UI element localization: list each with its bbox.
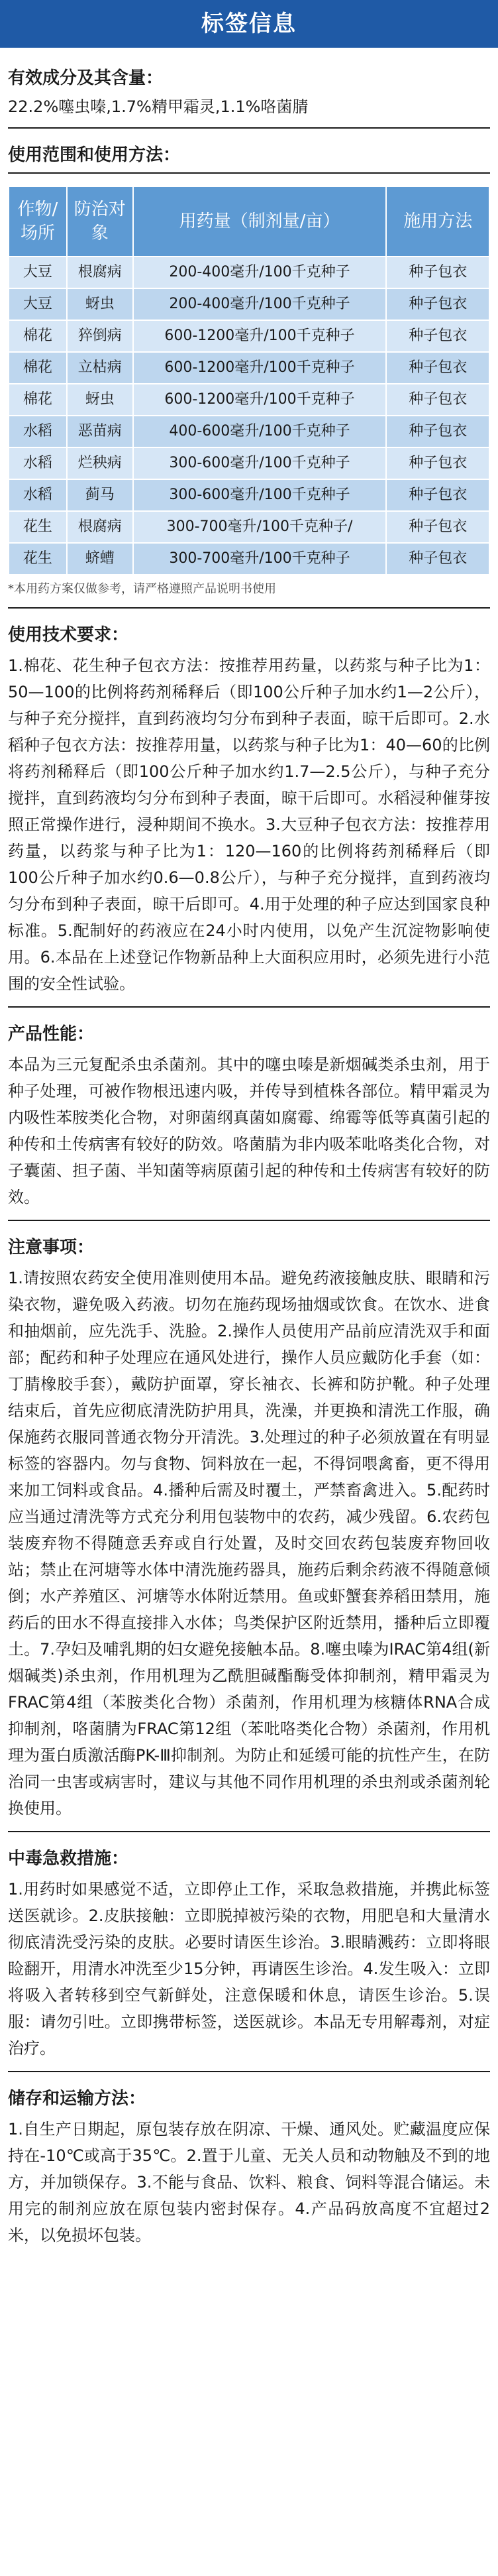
crop-cell: 水稻 xyxy=(9,416,67,447)
section-divider xyxy=(8,1220,490,1221)
tech-heading: 使用技术要求： xyxy=(8,625,129,645)
crop-cell: 花生 xyxy=(9,543,67,575)
precautions-heading: 注意事项： xyxy=(8,1238,95,1258)
target-cell: 蚜虫 xyxy=(67,384,133,416)
section-divider xyxy=(8,1831,490,1832)
section-divider xyxy=(8,172,490,174)
column-header-method: 施用方法 xyxy=(386,186,489,257)
target-cell: 根腐病 xyxy=(67,511,133,543)
firstaid-text: 1.用药时如果感觉不适，立即停止工作，采取急救措施，并携此标签送医就诊。2.皮肤接触：立即脱掉被污染的衣物，用肥皂和大量清水彻底清洗受污染的皮肤。必要时请医生诊治。3.眼睛溅药：立即将眼睑翻开，用清水冲洗至少15分钟，再请医生诊治。4.发生吸入：立即将吸入者转移到空气新鲜处，注意保暖和休息，请医生诊治。5.误服：请勿引吐。立即携带标签，送医就诊。本品无专用解毒剂，对症治疗。 xyxy=(8,1880,490,2058)
dosage-cell: 400-600毫升/100千克种子 xyxy=(133,416,387,447)
column-header-target: 防治对象 xyxy=(67,186,133,257)
crop-cell: 棉花 xyxy=(9,320,67,352)
target-cell: 蛴螬 xyxy=(67,543,133,575)
target-cell: 猝倒病 xyxy=(67,320,133,352)
dosage-cell: 600-1200毫升/100千克种子 xyxy=(133,384,387,416)
dosage-cell: 200-400毫升/100千克种子 xyxy=(133,257,387,288)
dosage-cell: 300-700毫升/100千克种子/ xyxy=(133,511,387,543)
section-divider xyxy=(8,1006,490,1008)
page-title: 标签信息 xyxy=(201,11,297,37)
dosage-cell: 300-600毫升/100千克种子 xyxy=(133,479,387,511)
performance-heading: 产品性能： xyxy=(8,1024,95,1044)
table-row xyxy=(9,257,489,288)
table-row xyxy=(9,384,489,416)
usage-note: *本用药方案仅做参考，请严格遵照产品说明书使用 xyxy=(8,582,276,596)
crop-cell: 棉花 xyxy=(9,384,67,416)
table-row xyxy=(9,320,489,352)
table-row xyxy=(9,416,489,447)
method-cell: 种子包衣 xyxy=(386,447,489,479)
ingredients-text: 22.2%噻虫嗪,1.7%精甲霜灵,1.1%咯菌腈 xyxy=(8,97,309,116)
column-header-crop: 作物/场所 xyxy=(9,186,67,257)
column-header-dosage: 用药量（制剂量/亩） xyxy=(133,186,387,257)
target-cell: 根腐病 xyxy=(67,257,133,288)
header-bar xyxy=(0,0,498,48)
storage-heading: 储存和运输方法： xyxy=(8,2089,146,2109)
method-cell: 种子包衣 xyxy=(386,543,489,575)
firstaid-heading: 中毒急救措施： xyxy=(8,1849,129,1869)
usage-table-header xyxy=(9,186,489,257)
crop-cell: 水稻 xyxy=(9,447,67,479)
target-cell: 蚜虫 xyxy=(67,288,133,320)
target-cell: 烂秧病 xyxy=(67,447,133,479)
method-cell: 种子包衣 xyxy=(386,257,489,288)
method-cell: 种子包衣 xyxy=(386,416,489,447)
target-cell: 蓟马 xyxy=(67,479,133,511)
crop-cell: 棉花 xyxy=(9,352,67,384)
storage-text: 1.自生产日期起，原包装存放在阴凉、干燥、通风处。贮藏温度应保持在-10℃或高于35℃。2.置于儿童、无关人员和动物触及不到的地方，并加锁保存。3.不能与食品、饮料、粮食、饲料等混合储运。未用完的制剂应放在原包装内密封保存。4.产品码放高度不宜超过2米，以免损坏包装。 xyxy=(8,2120,490,2245)
usage-heading: 使用范围和使用方法： xyxy=(8,145,181,165)
dosage-cell: 300-700毫升/100千克种子 xyxy=(133,543,387,575)
tech-text: 1.棉花、花生种子包衣方法：按推荐用药量，以药浆与种子比为1：50—100的比例将药剂稀释后（即100公斤种子加水约1—2公斤），与种子充分搅拌，直到药液均匀分布到种子表面，晾干后即可。2.水稻种子包衣方法：按推荐用量，以药浆与种子比为1：40—60的比例将药剂稀释后（即100公斤种子加水约1.7—2.5公斤），与种子充分搅拌，直到药液均匀分布到种子表面，晾干后即可。水稻浸种催芽按照正常操作进行，浸种期间不换水。3.大豆种子包衣方法：按推荐用药量，以药浆与种子比为1：120—160的比例将药剂稀释后（即100公斤种子加水约0.6—0.8公斤），与种子充分搅拌，直到药液均匀分布到种子表面，晾干后即可。4.用于处理的种子应达到国家良种标准。5.配制好的药液应在24小时内使用，以免产生沉淀物影响使用。6.本品在上述登记作物新品种上大面积应用时，必须先进行小范围的安全性试验。 xyxy=(8,656,490,993)
ingredients-heading: 有效成分及其含量： xyxy=(8,68,164,88)
section-divider xyxy=(8,607,490,609)
section-divider xyxy=(8,2071,490,2072)
method-cell: 种子包衣 xyxy=(386,511,489,543)
method-cell: 种子包衣 xyxy=(386,384,489,416)
table-row xyxy=(9,352,489,384)
crop-cell: 花生 xyxy=(9,511,67,543)
method-cell: 种子包衣 xyxy=(386,288,489,320)
usage-table xyxy=(8,186,490,575)
crop-cell: 大豆 xyxy=(9,288,67,320)
table-row xyxy=(9,511,489,543)
performance-text: 本品为三元复配杀虫杀菌剂。其中的噻虫嗪是新烟碱类杀虫剂，用于种子处理，可被作物根迅速内吸，并传导到植株各部位。精甲霜灵为内吸性苯胺类化合物，对卵菌纲真菌如腐霉、绵霉等低等真菌引起的种传和土传病害有较好的防效。咯菌腈为非内吸苯吡咯类化合物，对子囊菌、担子菌、半知菌等病原菌引起的种传和土传病害有较好的防效。 xyxy=(8,1055,490,1206)
table-row xyxy=(9,288,489,320)
label-content xyxy=(0,48,498,2249)
method-cell: 种子包衣 xyxy=(386,320,489,352)
table-row xyxy=(9,543,489,575)
dosage-cell: 200-400毫升/100千克种子 xyxy=(133,288,387,320)
dosage-cell: 600-1200毫升/100千克种子 xyxy=(133,320,387,352)
target-cell: 恶苗病 xyxy=(67,416,133,447)
table-row xyxy=(9,447,489,479)
crop-cell: 水稻 xyxy=(9,479,67,511)
method-cell: 种子包衣 xyxy=(386,479,489,511)
target-cell: 立枯病 xyxy=(67,352,133,384)
dosage-cell: 600-1200毫升/100千克种子 xyxy=(133,352,387,384)
dosage-cell: 300-600毫升/100千克种子 xyxy=(133,447,387,479)
crop-cell: 大豆 xyxy=(9,257,67,288)
section-divider xyxy=(8,127,490,129)
table-row xyxy=(9,479,489,511)
precautions-text: 1.请按照农药安全使用准则使用本品。避免药液接触皮肤、眼睛和污染衣物，避免吸入药液。切勿在施药现场抽烟或饮食。在饮水、进食和抽烟前，应先洗手、洗脸。2.操作人员使用产品前应清洗双手和面部；配药和种子处理应在通风处进行，操作人员应戴防化手套（如：丁腈橡胶手套），戴防护面罩，穿长袖衣、长裤和防护靴。种子处理结束后，首先应彻底清洗防护用具，洗澡，并更换和清洗工作服，确保施药衣服同普通衣物分开清洗。3.处理过的种子必须放置在有明显标签的容器内。勿与食物、饲料放在一起，不得饲喂禽畜，更不得用来加工饲料或食品。4.播种后需及时覆土，严禁畜禽进入。5.配药时应当通过清洗等方式充分利用包装物中的农药，减少残留。6.农药包装废弃物不得随意丢弃或自行处置，及时交回农药包装废弃物回收站；禁止在河塘等水体中清洗施药器具，施药后剩余药液不得随意倾倒；水产养殖区、河塘等水体附近禁用。鱼或虾蟹套养稻田禁用，施药后的田水不得直接排入水体；鸟类保护区附近禁用，播种后立即覆土。7.孕妇及哺乳期的妇女避免接触本品。8.噻虫嗪为IRAC第4组(新烟碱类)杀虫剂，作用机理为乙酰胆碱酯酶受体抑制剂，精甲霜灵为FRAC第4组（苯胺类化合物）杀菌剂，作用机理为核糖体RNA合成抑制剂，咯菌腈为FRAC第12组（苯吡咯类化合物）杀菌剂，作用机理为蛋白质激活酶PK-Ⅲ抑制剂。为防止和延缓可能的抗性产生，在防治同一虫害或病害时，建议与其他不同作用机理的杀虫剂或杀菌剂轮换使用。 xyxy=(8,1269,490,1818)
method-cell: 种子包衣 xyxy=(386,352,489,384)
